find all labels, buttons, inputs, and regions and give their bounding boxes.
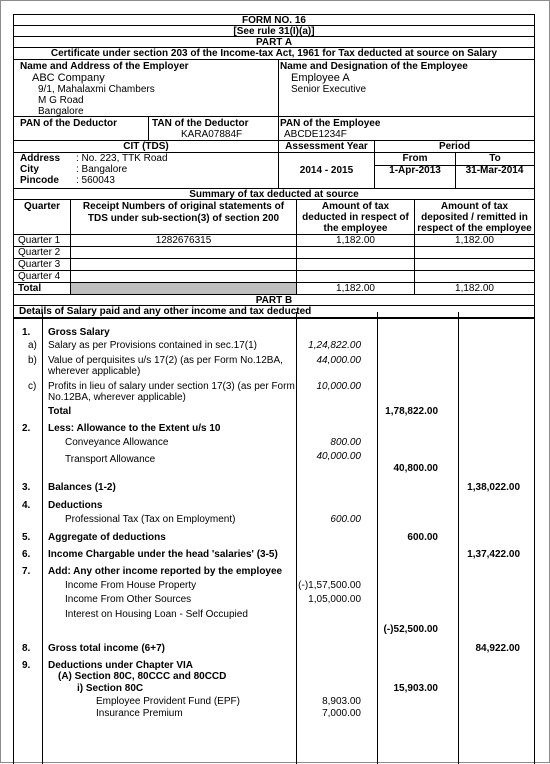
s9-label: Deductions under Chapter VIA: [48, 660, 194, 671]
transport-amount: 40,000.00: [316, 451, 361, 462]
table-row: [14, 235, 534, 247]
deposited-cell: [414, 247, 534, 258]
total-deposited: 1,182.00: [414, 283, 534, 294]
deposited-cell: 1,182.00: [414, 235, 534, 246]
col-quarter: Quarter: [23, 201, 61, 212]
pan-deductor-label: PAN of the Deductor: [20, 118, 118, 129]
total-label: Total: [18, 283, 42, 294]
s1-total-label: Total: [48, 406, 72, 417]
col-tax-deducted: [296, 200, 414, 234]
part-b-divider-3: [377, 312, 378, 764]
professional-tax-label: Professional Tax (Tax on Employment): [65, 514, 236, 525]
employee-heading: Name and Designation of the Employee: [280, 61, 468, 72]
employer-address-line2: M G Road: [38, 95, 84, 106]
s6-label: Income Chargable under the head 'salaries' (3-5): [48, 549, 278, 560]
receipt-total-shaded: [70, 283, 296, 294]
s3-amount: 1,38,022.00: [467, 482, 520, 493]
period-from-value: 1-Apr-2013: [389, 165, 441, 176]
insurance-label: Insurance Premium: [96, 708, 183, 719]
cit-pincode-label: Pincode: [20, 175, 59, 186]
s1-total-amount: 1,78,822.00: [385, 406, 438, 417]
period-cell: [374, 141, 534, 188]
house-property-label: Income From House Property: [65, 580, 197, 591]
table-row: [14, 259, 534, 271]
deducted-cell: 1,182.00: [296, 235, 414, 246]
part-a-table: [13, 14, 535, 319]
col-deducted-line3: the employee: [323, 223, 388, 234]
col-tax-deposited: [414, 200, 534, 234]
s1a-letter: a): [28, 340, 37, 351]
part-b-table: [13, 312, 535, 764]
s1c-label-line1: Profits in lieu of salary under section 17(3) (as per Form: [48, 381, 295, 392]
quarter-cell: Quarter 4: [18, 271, 61, 282]
part-b-details: Details of Salary paid and any other income and tax deducted: [14, 306, 534, 318]
quarter-cell: Quarter 2: [18, 247, 61, 258]
s1c-label-line2: No.12BA, wherever applicable): [48, 392, 186, 403]
s4-number: 4.: [22, 500, 31, 511]
assessment-year-cell: [278, 141, 374, 188]
s8-label: Gross total income (6+7): [48, 643, 165, 654]
employer-block: [14, 60, 278, 116]
conveyance-label: Conveyance Allowance: [65, 437, 169, 448]
summary-header-row: [14, 200, 534, 235]
insurance-amount: 7,000.00: [322, 708, 361, 719]
receipt-cell: [70, 271, 296, 282]
s1b-label-line1: Value of perquisites u/s 17(2) (as per Form No.12BA,: [48, 355, 283, 366]
period-heading: Period: [375, 141, 534, 153]
rule-reference: [See rule 31(I)(a)]: [14, 26, 534, 37]
deposited-cell: [414, 259, 534, 270]
employee-block: [278, 60, 534, 116]
deducted-cell: [296, 259, 414, 270]
deducted-cell: [296, 271, 414, 282]
s9a-label: (A) Section 80C, 80CCC and 80CCD: [58, 671, 227, 682]
s2-number: 2.: [22, 423, 31, 434]
col-receipt-numbers: [70, 200, 296, 234]
cit-address-value: : No. 223, TTK Road: [76, 153, 168, 164]
part-b-heading: PART B: [14, 295, 534, 306]
s6-number: 6.: [22, 549, 31, 560]
s1c-letter: c): [28, 381, 37, 392]
col-deducted-line1: Amount of tax: [321, 201, 390, 212]
s1a-label: Salary as per Provisions contained in sec.17(1): [48, 340, 257, 351]
s4-label: Deductions: [48, 500, 103, 511]
s8-number: 8.: [22, 643, 31, 654]
assessment-year-value: 2014 - 2015: [299, 165, 354, 176]
s2-total-amount: 40,800.00: [393, 463, 438, 474]
receipt-cell: [70, 247, 296, 258]
s3-label: Balances (1-2): [48, 482, 116, 493]
pan-employee-label: PAN of the Employee: [280, 118, 381, 129]
conveyance-amount: 800.00: [330, 437, 361, 448]
pan-deductor-cell: [14, 117, 148, 140]
employee-designation: Senior Executive: [291, 84, 367, 95]
col-deposited-line3: respect of the employee: [417, 223, 532, 234]
employer-address-line1: 9/1, Mahalaxmi Chambers: [38, 84, 155, 95]
epf-label: Employee Provident Fund (EPF): [96, 696, 240, 707]
s1a-amount: 1,24,822.00: [308, 340, 361, 351]
period-from-label: From: [402, 153, 428, 164]
professional-tax-amount: 600.00: [330, 514, 361, 525]
deducted-cell: [296, 247, 414, 258]
cit-assessment-row: [14, 141, 534, 189]
s5-amount: 600.00: [407, 532, 438, 543]
cit-pincode-value: : 560043: [76, 175, 115, 186]
assessment-year-heading: Assessment Year: [279, 141, 374, 153]
s1c-amount: 10,000.00: [316, 381, 361, 392]
part-a-heading: PART A: [14, 37, 534, 48]
cit-block: [14, 141, 278, 188]
pan-employee-value: ABCDE1234F: [284, 129, 347, 140]
total-deducted: 1,182.00: [296, 283, 414, 294]
pan-employee-cell: [278, 117, 534, 140]
employer-heading: Name and Address of the Employer: [20, 61, 189, 72]
s7-number: 7.: [22, 566, 31, 577]
s1-number: 1.: [22, 327, 31, 338]
other-sources-label: Income From Other Sources: [65, 594, 192, 605]
cit-heading: CIT (TDS): [14, 141, 278, 153]
period-to-value: 31-Mar-2014: [465, 165, 524, 176]
employer-address-line3: Bangalore: [38, 106, 84, 116]
s5-number: 5.: [22, 532, 31, 543]
tan-deductor-value: KARA07884F: [181, 129, 243, 140]
table-row: [14, 271, 534, 283]
certificate-title: Certificate under section 203 of the Income-tax Act, 1961 for Tax deducted at source on Salary: [14, 48, 534, 60]
s7-total-amount: (-)52,500.00: [383, 624, 438, 635]
s9ai-label: i) Section 80C: [77, 683, 144, 694]
deposited-cell: [414, 271, 534, 282]
transport-label: Transport Allowance: [65, 454, 156, 465]
other-sources-amount: 1,05,000.00: [308, 594, 361, 605]
col-receipt-line1: Receipt Numbers of original statements of: [82, 201, 285, 212]
tan-deductor-cell: [148, 117, 278, 140]
col-deducted-line2: deducted in respect of: [302, 212, 409, 223]
quarter-cell: Quarter 3: [18, 259, 61, 270]
part-b-divider-1: [42, 312, 43, 764]
epf-amount: 8,903.00: [322, 696, 361, 707]
s5-label: Aggregate of deductions: [48, 532, 166, 543]
cit-address-label: Address: [20, 153, 61, 164]
part-b-divider-4: [458, 312, 459, 764]
pan-tan-row: [14, 117, 534, 141]
table-row: [14, 247, 534, 259]
housing-loan-label: Interest on Housing Loan - Self Occupied: [65, 609, 248, 620]
s7-label: Add: Any other income reported by the employee: [48, 566, 283, 577]
col-deposited-line2: deposited / remitted in: [421, 212, 528, 223]
tan-deductor-label: TAN of the Deductor: [152, 118, 249, 129]
s9-number: 9.: [22, 660, 31, 671]
col-deposited-line1: Amount of tax: [440, 201, 509, 212]
quarter-cell: Quarter 1: [18, 235, 61, 246]
cit-city-label: City: [20, 164, 39, 175]
s1b-label-line2: wherever applicable): [48, 366, 141, 377]
s8-amount: 84,922.00: [475, 643, 520, 654]
s1-label: Gross Salary: [48, 327, 110, 338]
cit-city-value: : Bangalore: [76, 164, 128, 175]
employee-name: Employee A: [291, 72, 350, 84]
period-to-label: To: [455, 153, 534, 165]
employer-name: ABC Company: [32, 72, 105, 84]
receipt-cell: 1282676315: [70, 235, 296, 246]
part-b-divider-2: [296, 312, 297, 764]
employer-employee-row: [14, 60, 534, 117]
s1b-letter: b): [28, 355, 37, 366]
s6-amount: 1,37,422.00: [467, 549, 520, 560]
house-property-amount: (-)1,57,500.00: [298, 580, 361, 591]
s2-label: Less: Allowance to the Extent u/s 10: [48, 423, 221, 434]
summary-total-row: [14, 283, 534, 295]
s1b-amount: 44,000.00: [316, 355, 361, 366]
summary-heading: Summary of tax deducted at source: [14, 189, 534, 200]
s3-number: 3.: [22, 482, 31, 493]
s9ai-amount: 15,903.00: [393, 683, 438, 694]
form-title: FORM NO. 16: [14, 15, 534, 26]
receipt-cell: [70, 259, 296, 270]
col-receipt-line2: TDS under sub-section(3) of section 200: [87, 213, 280, 224]
